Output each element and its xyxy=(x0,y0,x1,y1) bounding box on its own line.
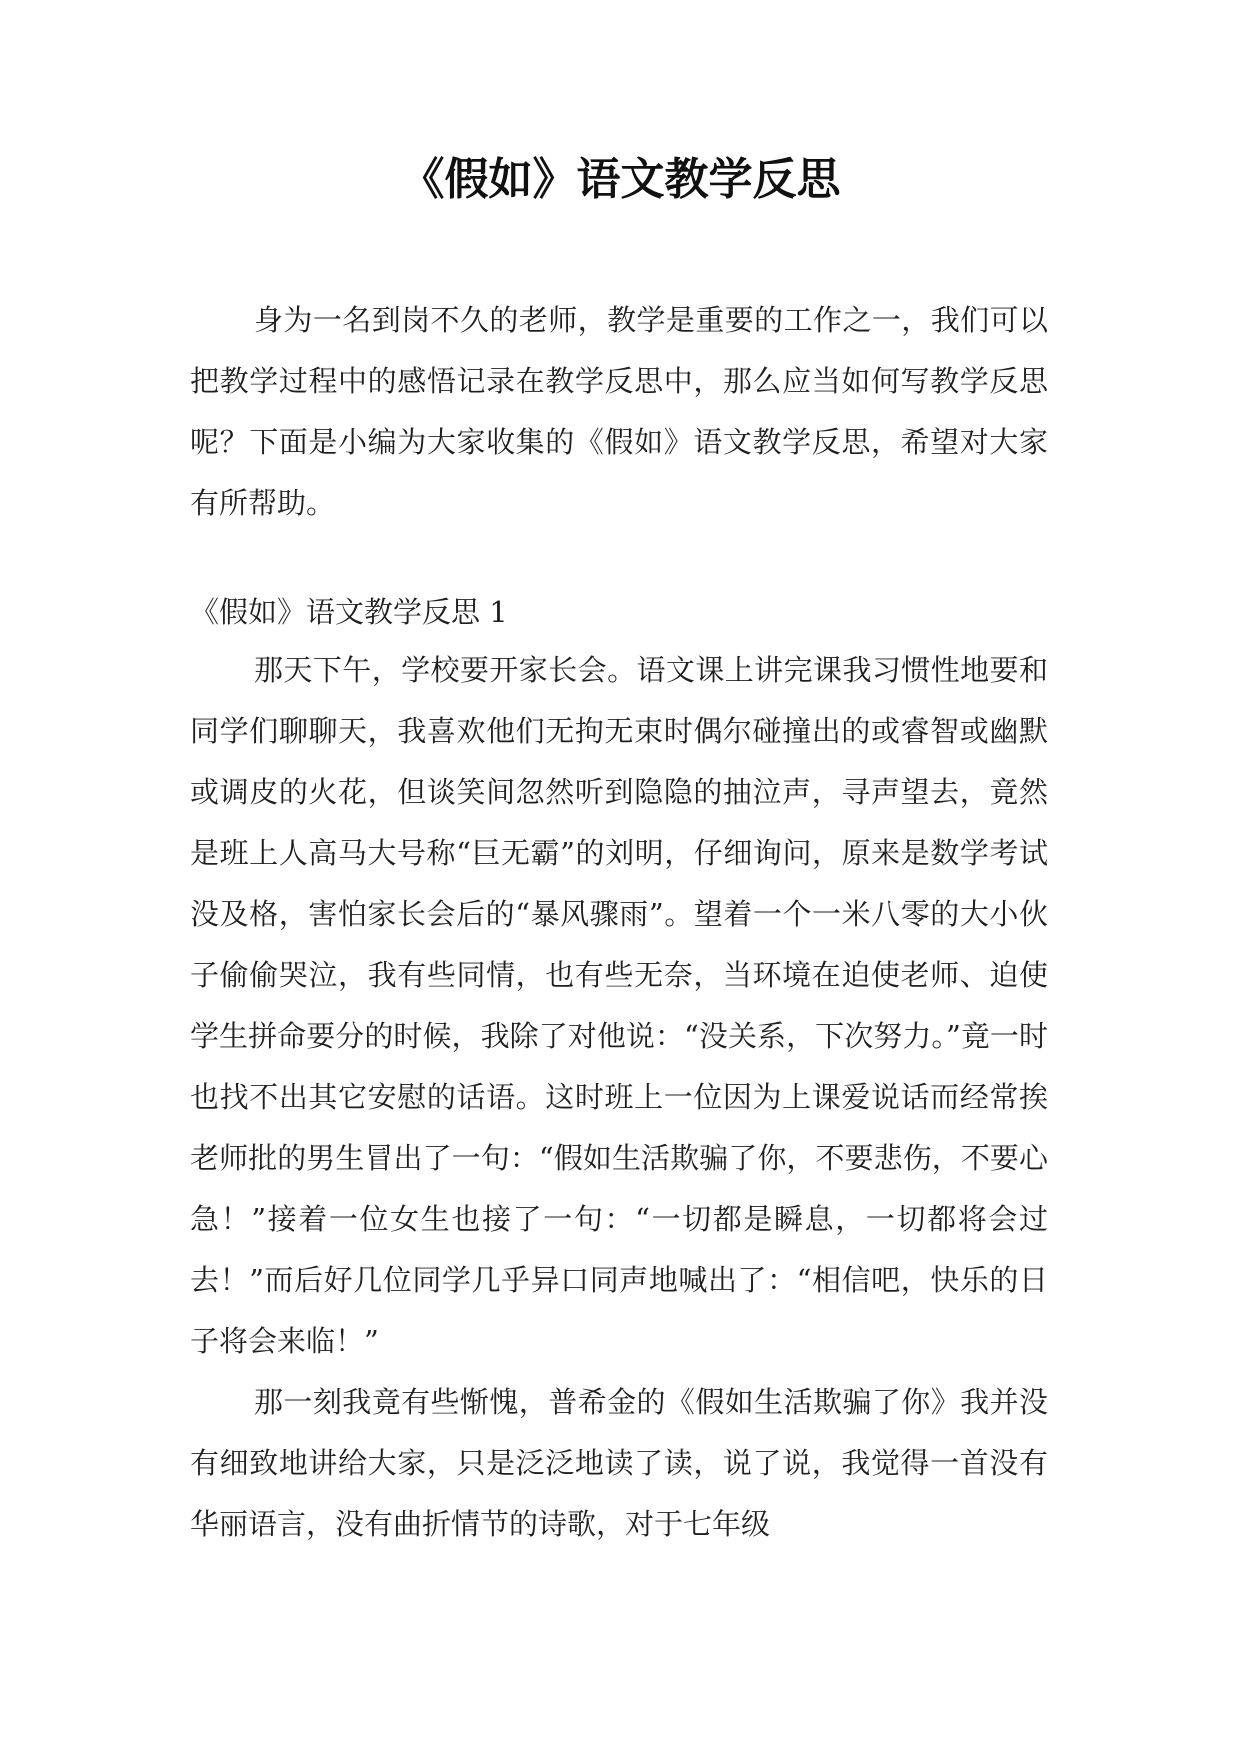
document-body xyxy=(190,290,1048,1555)
intro-paragraph: 身为一名到岗不久的老师，教学是重要的工作之一，我们可以把教学过程中的感悟记录在教学反思中，那么应当如何写教学反思呢？下面是小编为大家收集的《假如》语文教学反思，希望对大家有所帮助。 xyxy=(190,303,1048,520)
section-1 xyxy=(190,584,1048,1555)
body-paragraph: 那天下午，学校要开家长会。语文课上讲完课我习惯性地要和同学们聊聊天，我喜欢他们无拘无束时偶尔碰撞出的或睿智或幽默或调皮的火花，但谈笑间忽然听到隐隐的抽泣声，寻声望去，竟然是班上人高马大号称“巨无霸”的刘明，仔细询问，原来是数学考试没及格，害怕家长会后的“暴风骤雨”。望着一个一米八零的大小伙子偷偷哭泣，我有些同情，也有些无奈，当环境在迫使老师、迫使学生拼命要分的时候，我除了对他说：“没关系，下次努力。”竟一时也找不出其它安慰的话语。这时班上一位因为上课爱说话而经常挨老师批的男生冒出了一句：“假如生活欺骗了你，不要悲伤，不要心急！”接着一位女生也接了一句：“一切都是瞬息，一切都将会过去！”而后好几位同学几乎异口同声地喊出了：“相信吧，快乐的日子将会来临！” xyxy=(190,653,1048,1358)
section-heading: 《假如》语文教学反思 1 xyxy=(190,595,508,629)
body-paragraph: 那一刻我竟有些惭愧，普希金的《假如生活欺骗了你》我并没有细致地讲给大家，只是泛泛地读了读，说了说，我觉得一首没有华丽语言，没有曲折情节的诗歌，对于七年级 xyxy=(190,1385,1048,1541)
document-title: 《假如》语文教学反思 xyxy=(400,154,841,205)
